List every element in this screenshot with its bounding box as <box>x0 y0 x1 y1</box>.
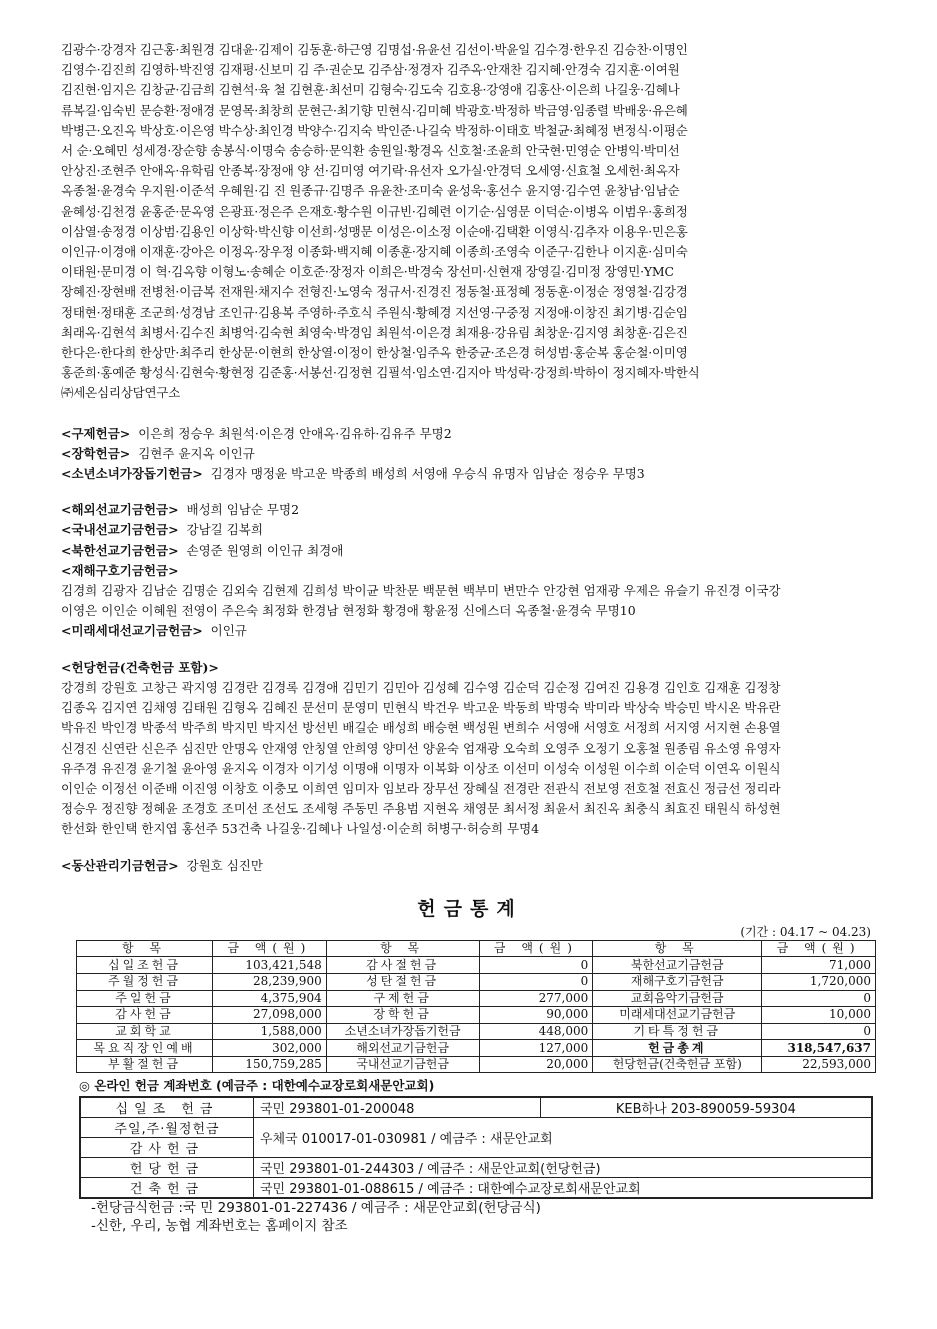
offering-names: 강남길 김복희 <box>186 522 263 538</box>
offering-heading: <북한선교기금헌금> <box>61 542 179 558</box>
stats-item: 국내선교기금헌금 <box>326 1056 479 1073</box>
note-line: -헌당금식헌금 :국 민 293801-01-227436 / 예금주 : 새문안교회(헌당금식) <box>91 1200 541 1217</box>
stats-amount: 0 <box>479 973 593 990</box>
stats-amount: 27,098,000 <box>212 1007 326 1024</box>
stats-amount: 4,375,904 <box>212 990 326 1007</box>
stats-amount: 90,000 <box>479 1007 593 1024</box>
stats-amount: 277,000 <box>479 990 593 1007</box>
thanks-offering-name-list <box>61 40 879 404</box>
name-line: 박병근·오진옥 박상호·이은영 박수상·최인경 박양수·김지숙 박인준·나길숙 박정하·이태호 박철균·최혜정 변정식·이평순 <box>61 122 688 138</box>
name-line: 김영수·김진희 김영하·박진영 김재평·신보미 김 주·권순모 김주삼·정경자 김주옥·안재찬 김지혜·안경숙 김지훈·이여원 <box>61 62 680 78</box>
name-line: 이인규·이경애 이재훈·강아은 이정옥·장우정 이종화·백지혜 이종훈·장지혜 이종희·조영숙 이준구·김한나 이지훈·심미숙 <box>61 244 688 260</box>
stats-header-cell: 금 액(원) <box>212 940 326 957</box>
offering-names: 손영준 원영희 이인규 최경애 <box>186 542 344 558</box>
building-account: 국민 293801-01-088615 / 예금주 : 대한예수교장로회새문안교회 <box>254 1178 873 1199</box>
offering-names: 김경자 맹정윤 박고운 박종희 배성희 서영애 우승식 유명자 임남순 정승우 무명3 <box>210 466 645 482</box>
future-heading: <미래세대선교기금헌금> <box>61 623 203 639</box>
stats-header-cell: 항 목 <box>326 940 479 957</box>
stats-item: 북한선교기금헌금 <box>593 957 762 974</box>
tithe-account-2: KEB하나 203-890059-59304 <box>540 1097 872 1118</box>
offering-heading: <해외선교기금헌금> <box>61 502 179 518</box>
weekly-account: 우체국 010017-01-030981 / 예금주 : 새문안교회 <box>254 1118 873 1158</box>
stats-item: 장학헌금 <box>326 1007 479 1024</box>
name-line: 서 순·오혜민 성세경·장순향 송봉식·이명숙 송승하·문익환 송원일·황경옥 신호철·조윤희 안국현·민영순 안병익·박미선 <box>61 143 680 159</box>
stats-item: 교회음악기금헌금 <box>593 990 762 1007</box>
building-line: 김종옥 김지연 김채영 김태원 김형옥 김혜진 문선미 문영미 민현식 박건우 박고운 박동희 박명숙 박미라 박상숙 박승민 박시온 박유란 <box>61 700 781 716</box>
stats-item: 헌당헌금(건축헌금 포함) <box>593 1056 762 1073</box>
stats-header-cell: 항 목 <box>77 940 213 957</box>
building-label: 건축헌금 <box>80 1178 254 1199</box>
stats-item: 소년소녀가장돕기헌금 <box>326 1023 479 1040</box>
stats-amount: 71,000 <box>762 957 876 974</box>
relief-line: 이영은 이인순 이혜원 전영이 주은숙 최정화 한경남 현정화 황경애 황윤정 신에스더 옥종철·윤경숙 무명10 <box>61 603 636 619</box>
stats-amount: 448,000 <box>479 1023 593 1040</box>
stats-item: 부활절헌금 <box>77 1056 213 1073</box>
stats-amount: 318,547,637 <box>762 1040 876 1057</box>
name-line: 김진현·임지은 김창균·김금희 김현석·육 철 김현훈·최선미 김형숙·김도숙 김호용·강영애 김홍산·이은희 나길웅·김혜나 <box>61 82 680 98</box>
building-offering <box>61 658 879 840</box>
relief-heading: <재해구호기금헌금> <box>61 562 179 578</box>
stats-amount: 0 <box>762 1023 876 1040</box>
stats-item: 주일헌금 <box>77 990 213 1007</box>
stats-header-cell: 금 액(원) <box>479 940 593 957</box>
stats-item: 목요직장인예배 <box>77 1040 213 1057</box>
offering-names: 배성희 임남순 무명2 <box>186 502 300 518</box>
name-line: 류복길·임숙빈 문승환·정애경 문영목·최창희 문현근·최기향 민현식·김미혜 박광호·박정하 박금영·임종렬 박배웅·유은혜 <box>61 102 688 118</box>
stats-item: 성탄절헌금 <box>326 973 479 990</box>
stats-item: 십일조헌금 <box>77 957 213 974</box>
stats-title: 헌금통계 <box>417 897 523 920</box>
name-line: 정태현·정태훈 조군희·성경남 조인규·김용복 주영하·주호식 주원식·황혜경 지선영·구중정 지정애·이창진 최기병·김순임 <box>61 304 688 320</box>
weekly-label: 주일,주·월정헌금 <box>80 1118 254 1138</box>
name-line: 이태원·문미경 이 혁·김옥향 이형노·송혜순 이호준·장정자 이희은·박경숙 장선미·신현재 장영길·김미정 장영민·YMC <box>61 264 674 280</box>
relief-offering <box>61 561 879 622</box>
stats-amount: 150,759,285 <box>212 1056 326 1073</box>
building-line: 유주경 유진경 윤기철 윤아영 윤지옥 이경자 이기성 이명애 이명자 이복화 이상조 이선미 이성숙 이성원 이수희 이순덕 이연옥 이원식 <box>61 760 781 776</box>
name-line: 홍준희·홍예준 황성식·김현숙·황현정 김준홍·서봉선·김정현 김필석·임소연·김지아 박성락·강정희·박하이 정지혜자·박한식 <box>61 365 700 381</box>
stats-table <box>76 940 876 1074</box>
stats-amount: 20,000 <box>479 1056 593 1073</box>
stats-item: 구제헌금 <box>326 990 479 1007</box>
name-line: 윤혜성·김천경 윤홍준·문옥영 은광표·정은주 은재호·황수원 이규빈·김혜련 이기순·심영문 이덕순·이병옥 이범우·홍희정 <box>61 203 688 219</box>
stats-item: 주월정헌금 <box>77 973 213 990</box>
stats-amount: 1,720,000 <box>762 973 876 990</box>
stats-header-row <box>77 940 876 957</box>
stats-row <box>77 957 876 974</box>
name-line: 이삼열·송정경 이상범·김용인 이상학·박신향 이선희·성맹문 이성은·이소정 이순애·김택환 이영식·김추자 이용우·민은홍 <box>61 223 688 239</box>
offering-row <box>61 444 879 464</box>
stats-header-cell: 항 목 <box>593 940 762 957</box>
offering-heading: <소년소녀가장돕기헌금> <box>61 466 203 482</box>
stats-row <box>77 1023 876 1040</box>
building-lines <box>61 678 879 840</box>
building-line: 신경진 신연란 신은주 심진만 안명옥 안재영 안칭열 안희영 양미선 양윤숙 엄재광 오숙희 오영주 오정기 오홍철 원종림 유소영 유영자 <box>61 740 781 756</box>
stats-row <box>77 1040 876 1057</box>
relief-line: 김경희 김광자 김남순 김명순 김외숙 김현제 김희성 박이균 박찬문 백문현 백부미 변만수 안강현 엄재광 우제은 유슬기 유진경 이국강 <box>61 583 781 599</box>
future-names: 이인규 <box>210 623 247 639</box>
stats-header-cell: 금 액(원) <box>762 940 876 957</box>
building-line: 정승우 정진향 정혜윤 조경호 조미선 조선도 조세형 주동민 주용범 지현옥 채영문 최서정 최윤서 최진옥 최충식 최효진 태원식 하성현 <box>61 801 781 817</box>
stats-amount: 10,000 <box>762 1007 876 1024</box>
stats-item: 헌금총계 <box>593 1040 762 1057</box>
thanks-label: 감사헌금 <box>80 1138 254 1158</box>
stats-amount: 0 <box>762 990 876 1007</box>
building-line: 강경희 강원호 고창근 곽지영 김경란 김경록 김경애 김민기 김민아 김성혜 김수영 김순덕 김순정 김여진 김용경 김인호 김재훈 김정창 <box>61 679 781 695</box>
property-heading: <동산관리기금헌금> <box>61 857 179 873</box>
dedication-label: 헌당헌금 <box>80 1158 254 1178</box>
offering-row <box>61 500 879 520</box>
name-line: 김광수·강경자 김근홍·최원경 김대윤·김제이 김동훈·하근영 김명섭·유윤선 김선이·박윤일 김수경·한우진 김승찬·이명인 <box>61 42 688 57</box>
stats-item: 교회학교 <box>77 1023 213 1040</box>
future-offering <box>61 621 879 641</box>
stats-amount: 302,000 <box>212 1040 326 1057</box>
stats-amount: 28,239,900 <box>212 973 326 990</box>
name-line: 안상진·조현주 안애옥·유학림 안종복·장정애 양 선·김미영 여기락·유선자 오가실·안경덕 오세영·신효철 오세헌·최옥자 <box>61 163 680 179</box>
building-line: 박유진 박인경 박종석 박주희 박지민 박지선 방선빈 배길순 배성희 배승현 백성원 변희수 서영애 서영호 서정희 서지영 서지현 손용열 <box>61 720 781 736</box>
stats-amount: 127,000 <box>479 1040 593 1057</box>
name-line: 최래옥·김현석 최병서·김수진 최병억·김숙현 최영숙·박경임 최원석·이은경 최재용·강유림 최창운·김지영 최창훈·김은진 <box>61 324 688 340</box>
stats-item: 해외선교기금헌금 <box>326 1040 479 1057</box>
name-line: ㈜세온심리상담연구소 <box>61 385 181 401</box>
dedication-account: 국민 293801-01-244303 / 예금주 : 새문안교회(헌당헌금) <box>254 1158 873 1178</box>
offering-names: 이은희 정승우 최원석·이은경 안애옥·김유하·김유주 무명2 <box>138 425 452 441</box>
building-line: 이인순 이정선 이준배 이진영 이창호 이충모 이희연 임미자 임보라 장무선 장혜실 전경란 전관식 전보영 전호철 전효신 정금선 정리라 <box>61 780 781 796</box>
name-line: 장혜진·장현배 전병천·이금복 전재원·채지수 전형진·노영숙 정규서·진경진 정동철·표정혜 정동훈·이정순 정영철·김강경 <box>61 284 688 300</box>
offering-group-1 <box>61 424 879 485</box>
accounts-title: ◎ 온라인 헌금 계좌번호 (예금주 : 대한예수교장로회새문안교회) <box>79 1078 435 1094</box>
building-heading: <헌당헌금(건축헌금 포함)> <box>61 659 219 675</box>
property-names: 강원호 심진만 <box>186 857 263 873</box>
stats-amount: 22,593,000 <box>762 1056 876 1073</box>
offering-page <box>61 40 879 1235</box>
stats-amount: 103,421,548 <box>212 957 326 974</box>
tithe-label: 십일조 헌금 <box>80 1097 254 1118</box>
building-line: 한선화 한인택 한지엽 홍선주 53건축 나길웅·김혜나 나일성·이순희 허병구·허승희 무명4 <box>61 821 540 837</box>
stats-item: 감사절헌금 <box>326 957 479 974</box>
account-notes <box>91 1199 879 1235</box>
offering-row <box>61 424 879 444</box>
stats-period: (기간 : 04.17 ~ 04.23) <box>740 924 871 939</box>
stats-amount: 1,588,000 <box>212 1023 326 1040</box>
stats-item: 재해구호기금헌금 <box>593 973 762 990</box>
offering-row <box>61 520 879 540</box>
offering-heading: <국내선교기금헌금> <box>61 522 179 538</box>
stats-row <box>77 973 876 990</box>
offering-heading: <장학헌금> <box>61 445 131 461</box>
offering-group-2 <box>61 500 879 561</box>
stats-item: 미래세대선교기금헌금 <box>593 1007 762 1024</box>
tithe-account-1: 국민 293801-01-200048 <box>254 1097 541 1118</box>
offering-row <box>61 541 879 561</box>
stats-item: 기타특정헌금 <box>593 1023 762 1040</box>
stats-item: 감사헌금 <box>77 1007 213 1024</box>
note-line: -신한, 우리, 농협 계좌번호는 홈페이지 참조 <box>91 1218 348 1235</box>
offering-heading: <구제헌금> <box>61 425 131 441</box>
accounts-table <box>79 1096 873 1199</box>
name-line: 옥종철·윤경숙 우지원·이준석 우혜원·김 진 원종규·김명주 유윤찬·조미숙 윤성욱·홍선수 윤지영·김수연 윤창남·임남순 <box>61 183 680 199</box>
offering-row <box>61 464 879 484</box>
stats-row <box>77 1056 876 1073</box>
offering-names: 김현주 윤지옥 이인규 <box>138 445 255 461</box>
property-offering <box>61 856 879 876</box>
name-line: 한다은·한다희 한상만·최주리 한상문·이현희 한상열·이정이 한상철·임주옥 한중균·조은경 허성범·홍순복 홍순철·이미영 <box>61 345 688 361</box>
stats-amount: 0 <box>479 957 593 974</box>
stats-row <box>77 1007 876 1024</box>
stats-row <box>77 990 876 1007</box>
